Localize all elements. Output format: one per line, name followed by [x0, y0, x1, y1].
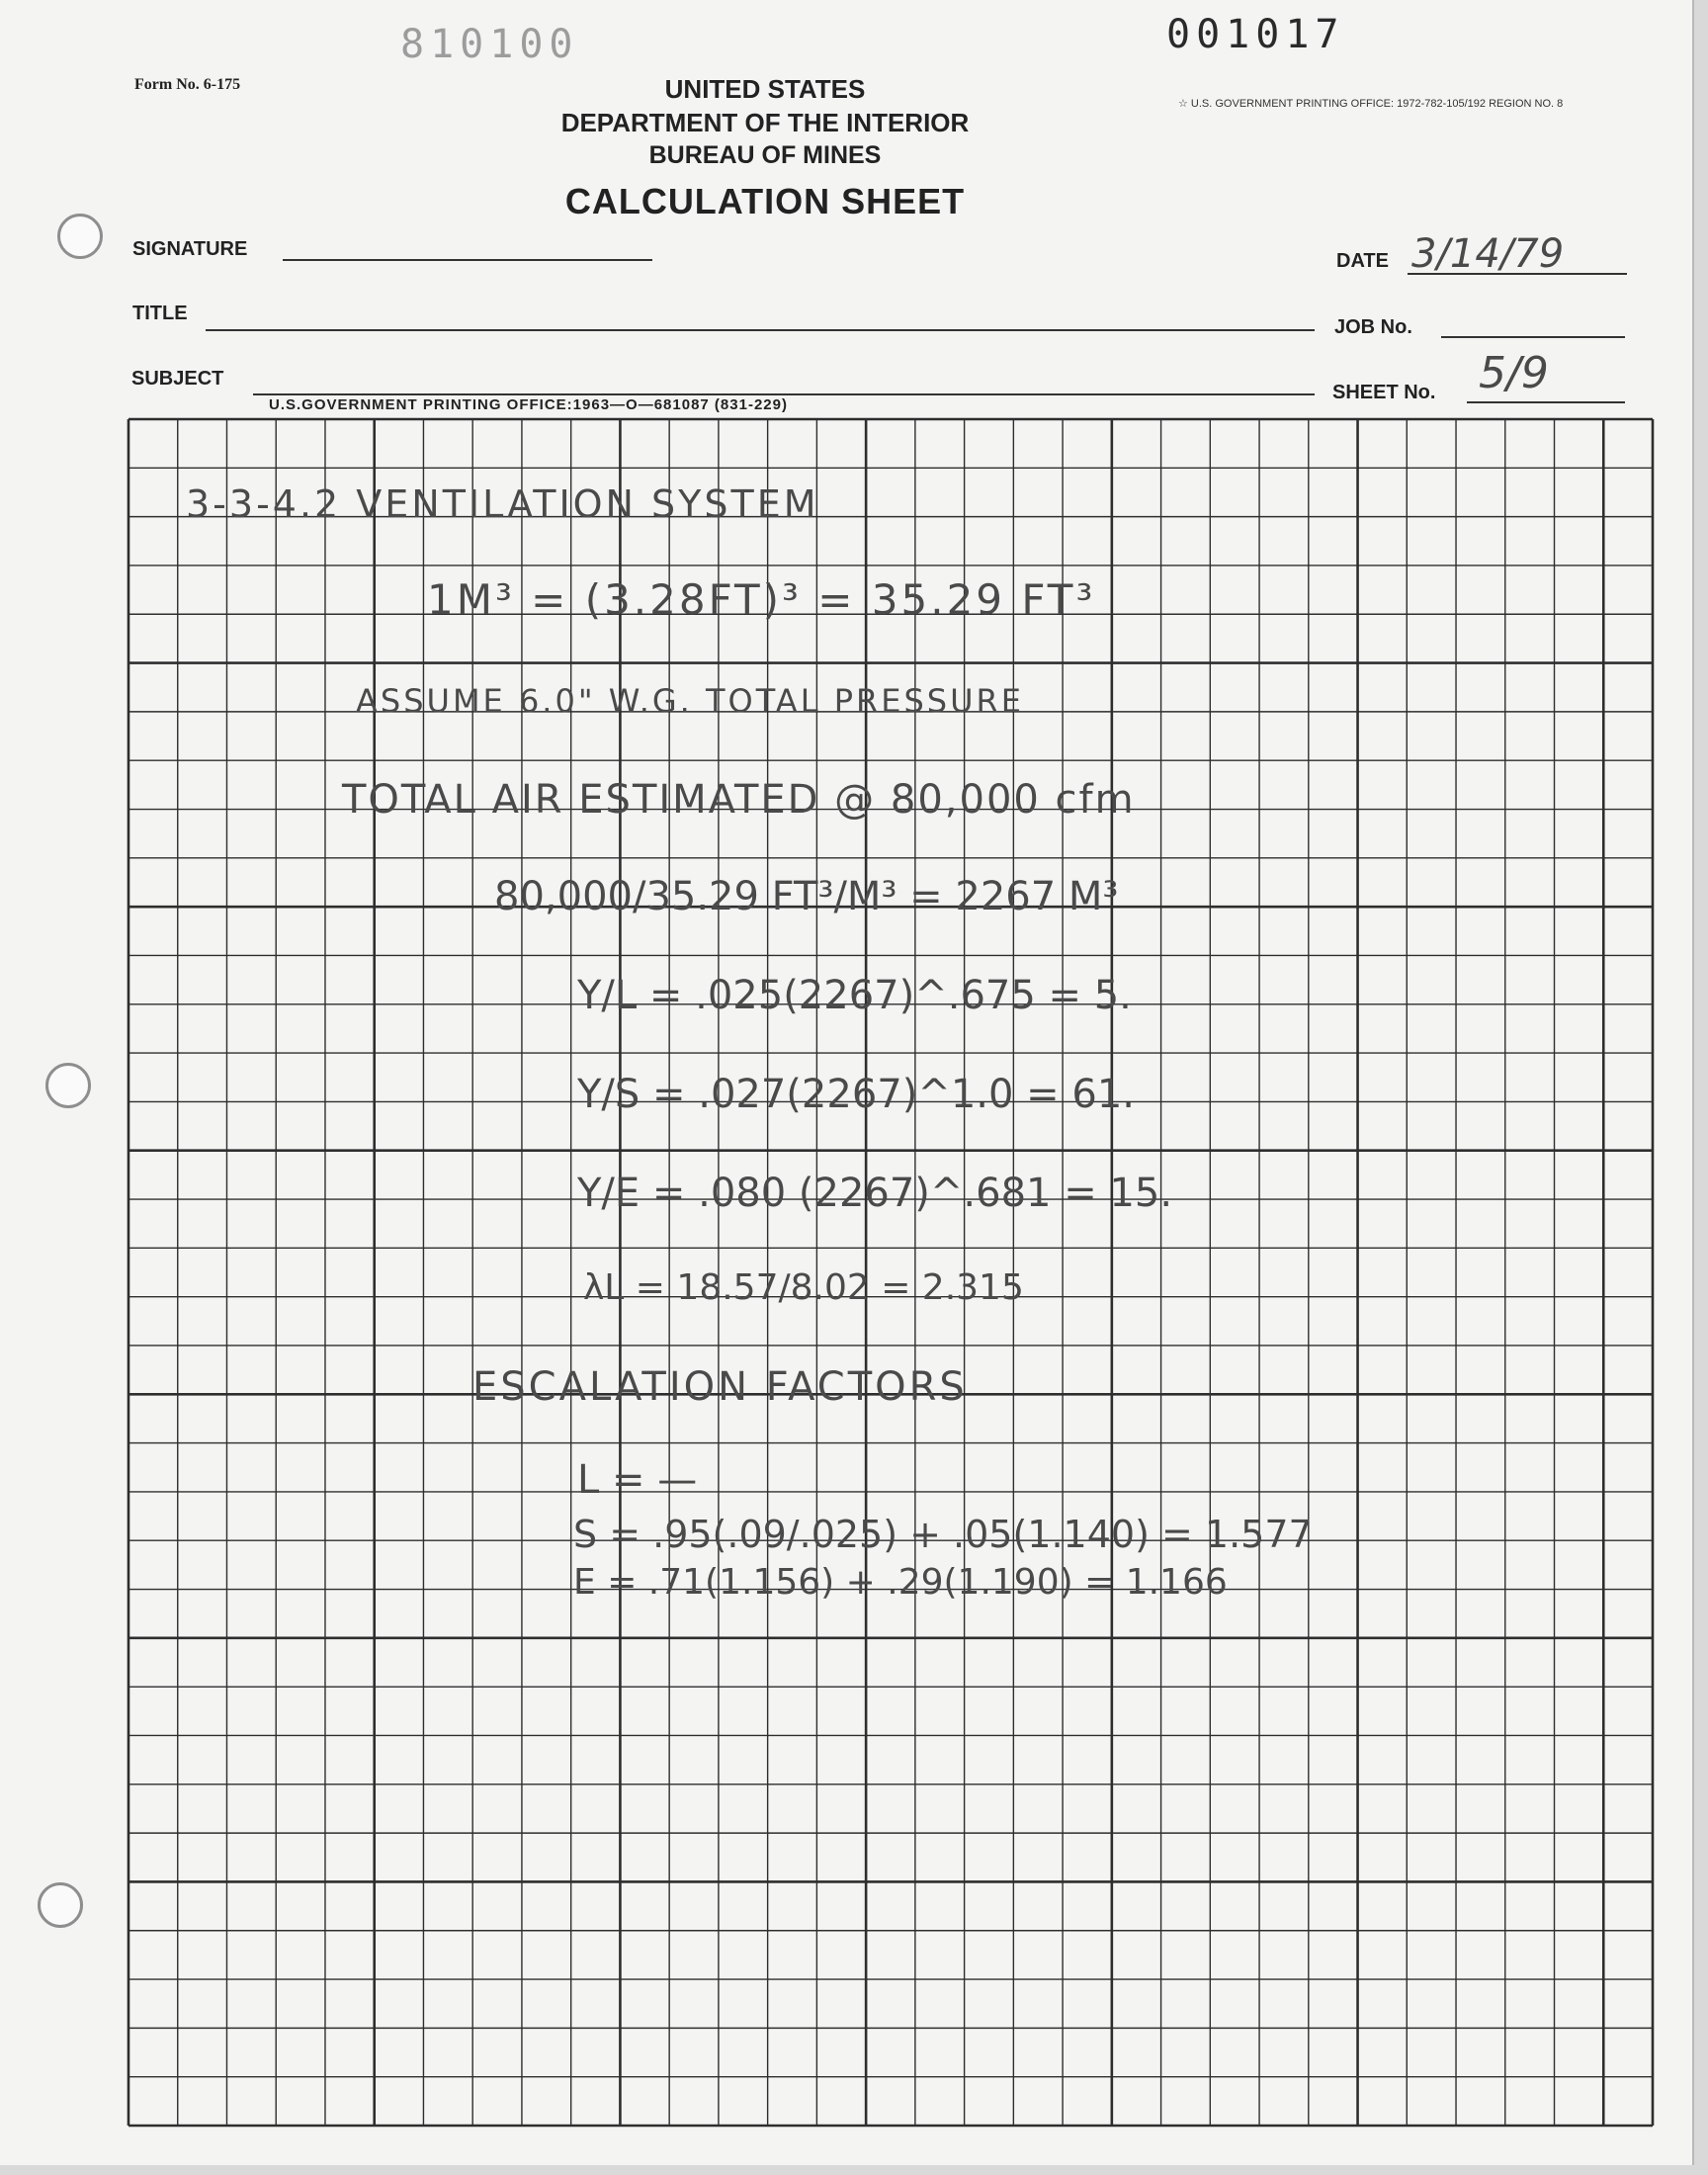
gpo-imprint-sub: U.S.GOVERNMENT PRINTING OFFICE:1963—O—681087 (831-229) [269, 396, 788, 413]
agency-line-2: DEPARTMENT OF THE INTERIOR [560, 108, 970, 137]
hw-ys-calc: Y/S = .027(2267)^1.0 = 61. [577, 1072, 1136, 1117]
form-number: Form No. 6-175 [134, 76, 241, 93]
title-label: TITLE [132, 303, 188, 324]
signature-label: SIGNATURE [132, 238, 248, 260]
hw-conversion: 1M³ = (3.28FT)³ = 35.29 FT³ [427, 575, 1096, 624]
hw-escalation-e: E = .71(1.156) + .29(1.190) = 1.166 [573, 1562, 1228, 1603]
hw-yl-calc: Y/L = .025(2267)^.675 = 5. [577, 973, 1132, 1018]
sheet-number-label: SHEET No. [1332, 382, 1436, 403]
hw-total-air: TOTAL AIR ESTIMATED @ 80,000 cfm [342, 777, 1136, 823]
subject-label: SUBJECT [131, 368, 224, 390]
date-value: 3/14/79 [1411, 231, 1565, 277]
hw-m3-calc: 80,000/35.29 FT³/M³ = 2267 M³ [494, 874, 1119, 919]
gpo-imprint-top: ☆ U.S. GOVERNMENT PRINTING OFFICE: 1972-782-105/192 REGION NO. 8 [1178, 98, 1564, 110]
hw-section-heading: 3-3-4.2 VENTILATION SYSTEM [186, 482, 819, 526]
sheet-title: CALCULATION SHEET [564, 181, 966, 221]
hw-escalation-s: S = .95(.09/.025) + .05(1.140) = 1.577 [573, 1513, 1313, 1556]
hw-ratio-calc: λL = 18.57/8.02 = 2.315 [583, 1267, 1024, 1308]
hw-ye-calc: Y/E = .080 (2267)^.681 = 15. [577, 1171, 1173, 1216]
hw-escalation-heading: ESCALATION FACTORS [472, 1364, 968, 1410]
hw-assume-pressure: ASSUME 6.0" W.G. TOTAL PRESSURE [356, 682, 1024, 720]
faint-stamp-number: 810100 [400, 22, 579, 67]
agency-line-1: UNITED STATES [664, 74, 866, 104]
agency-line-3: BUREAU OF MINES [648, 141, 882, 169]
control-number-stamp: 001017 [1166, 12, 1345, 57]
sheet-number-value: 5/9 [1479, 348, 1549, 398]
hw-escalation-l: L = — [577, 1457, 698, 1503]
job-label: JOB No. [1334, 316, 1412, 338]
date-label: DATE [1336, 250, 1389, 272]
